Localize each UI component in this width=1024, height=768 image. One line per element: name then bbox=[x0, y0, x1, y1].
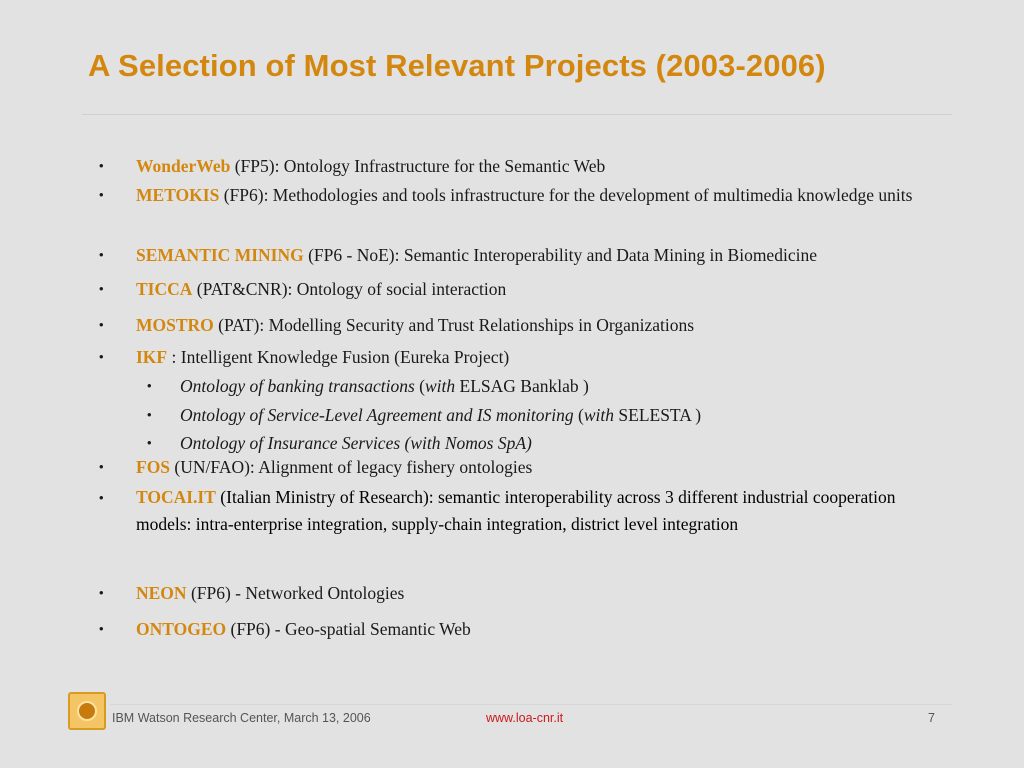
list-item bbox=[99, 581, 996, 605]
sub-item-title: Ontology of banking transactions bbox=[180, 376, 415, 396]
bullet-icon: • bbox=[99, 585, 104, 600]
bullet-icon: • bbox=[99, 317, 104, 332]
bullet-icon: • bbox=[147, 435, 152, 450]
sub-item-with: with bbox=[583, 405, 615, 425]
list-item bbox=[99, 455, 996, 479]
project-description: (PAT): Modelling Security and Trust Relationships in Organizations bbox=[213, 315, 695, 335]
title-divider bbox=[82, 114, 952, 115]
sub-list-item bbox=[147, 431, 980, 455]
loa-logo-icon bbox=[68, 692, 106, 730]
list-item bbox=[99, 313, 996, 337]
project-name: SEMANTIC MINING bbox=[136, 245, 304, 265]
page-number: 7 bbox=[928, 711, 935, 725]
project-name: NEON bbox=[136, 583, 187, 603]
sub-item-partner: ELSAG Banklab ) bbox=[455, 376, 589, 396]
footer-link[interactable]: www.loa-cnr.it bbox=[486, 711, 564, 725]
project-name: ONTOGEO bbox=[136, 619, 227, 639]
list-item bbox=[99, 484, 926, 538]
project-description: (Italian Ministry of Research): semantic interoperability across 3 different industrial cooperation models: intra-enterprise integration, supply-chain integration, district level integration bbox=[136, 487, 896, 534]
project-name: WonderWeb bbox=[136, 156, 231, 176]
list-item bbox=[99, 243, 996, 267]
project-name: TICCA bbox=[136, 279, 193, 299]
sub-item-paren: ( bbox=[573, 405, 584, 425]
bullet-icon: • bbox=[99, 281, 104, 296]
project-description: (PAT&CNR): Ontology of social interaction bbox=[192, 279, 507, 299]
project-description: (UN/FAO): Alignment of legacy fishery ontologies bbox=[170, 457, 533, 477]
project-description: (FP6): Methodologies and tools infrastructure for the development of multimedia knowledge units bbox=[219, 185, 913, 205]
project-description: (FP6 - NoE): Semantic Interoperability and Data Mining in Biomedicine bbox=[303, 245, 817, 265]
project-name: FOS bbox=[136, 457, 171, 477]
sub-item-partner: SELESTA ) bbox=[614, 405, 702, 425]
bullet-icon: • bbox=[147, 378, 152, 393]
footer-event: IBM Watson Research Center, March 13, 2006 bbox=[112, 711, 371, 725]
project-name: TOCAI.IT bbox=[136, 487, 216, 507]
bullet-icon: • bbox=[147, 407, 152, 422]
sub-item-title: Ontology of Insurance Services (with Nomos SpA) bbox=[180, 433, 532, 453]
bullet-icon: • bbox=[99, 349, 104, 364]
sub-list-item bbox=[147, 403, 980, 427]
sub-list-item bbox=[147, 374, 980, 398]
project-name: METOKIS bbox=[136, 185, 220, 205]
list-item bbox=[99, 345, 996, 369]
list-item bbox=[99, 617, 996, 641]
bullet-icon: • bbox=[99, 621, 104, 636]
project-name: IKF bbox=[136, 347, 168, 367]
project-description: (FP6) - Networked Ontologies bbox=[186, 583, 405, 603]
project-description: : Intelligent Knowledge Fusion (Eureka Project) bbox=[167, 347, 510, 367]
sub-item-with: with bbox=[424, 376, 456, 396]
slide-title: A Selection of Most Relevant Projects (2003-2006) bbox=[88, 48, 826, 83]
project-name: MOSTRO bbox=[136, 315, 214, 335]
bullet-icon: • bbox=[99, 247, 104, 262]
list-item bbox=[99, 183, 986, 207]
sub-item-paren: ( bbox=[414, 376, 425, 396]
bullet-icon: • bbox=[99, 490, 104, 505]
bullet-icon: • bbox=[99, 459, 104, 474]
project-description: (FP5): Ontology Infrastructure for the Semantic Web bbox=[230, 156, 606, 176]
project-description: (FP6) - Geo-spatial Semantic Web bbox=[226, 619, 471, 639]
list-item bbox=[99, 154, 996, 178]
sub-item-title: Ontology of Service-Level Agreement and IS monitoring bbox=[180, 405, 574, 425]
list-item bbox=[99, 277, 996, 301]
footer-divider bbox=[110, 704, 952, 705]
bullet-icon: • bbox=[99, 158, 104, 173]
bullet-icon: • bbox=[99, 187, 104, 202]
